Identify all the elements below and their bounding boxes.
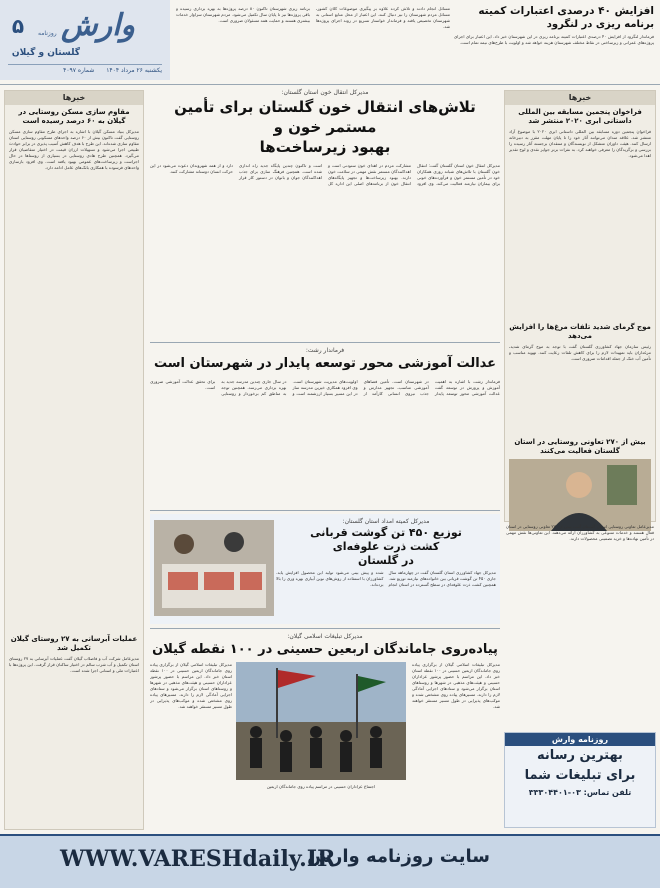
meat-distribution-illustration [154,520,274,616]
third-article-title-line3: در گلستان [358,554,414,567]
news-item-title: عملیات آبرسانی به ۲۷ روستای گیلان تکمیل شد [10,635,138,652]
logo [38,4,158,48]
arbaeen-photo [236,662,406,780]
top-middle-text: مسائل انجام دادند و تلاش کرده علاوه بر پیگیری موضوعات کلان کشور، مسائل مردم شهرستان را نیز دنبال کنند. این اعتبار از محل منابع استانی به شهرستان تخصیص یافته و فرماندار خواستار تسریع در روند اجرای پروژه‌ها شد. [316,6,450,29]
fourth-article [150,632,500,830]
second-article [150,346,500,506]
news-item-title: مقاوم سازی مسکن روستایی در گیلان به ۶۰ درصد رسیده است [18,108,130,125]
fourth-article-kicker: مدیرکل تبلیغات اسلامی گیلان: [287,633,363,640]
news-item-body: فراخوان پنجمین دوره مسابقه بین المللی داستانی ابری ۲۰۲۰ با موضوع آزاد منتشر شد. علاقه مندان می‌توانند آثار خود را تا پایان مهلت مقرر به دبیرخانه ارسال کنند. هیئت داوران متشکل از نویسندگان و منتقدان برجسته آثار رسیده را بررسی و برگزیدگان را معرفی خواهند کرد. به نفرات برتر جوایز نقدی و لوح تقدیر اهدا می‌شود. [509,129,651,158]
second-article-title: عدالت آموزشی محور توسعه پایدار در شهرستان است [153,356,497,371]
top-divider [0,84,660,85]
ad-phone: تلفن تماس: ۰۳-۳۳۳۰۴۴۰۱ [528,788,632,797]
main-article-kicker: مدیرکل انتقال خون استان گلستان: [281,89,369,96]
third-article-title-line2: کشت ذرت علوفه‌ای [332,540,440,553]
logo-subtitle: روزنامه [38,30,57,37]
divider [150,510,500,511]
news-item-title: موج گرمای شدید تلفات مرغ‌ها را افزایش می‌دهد [509,323,651,340]
news-item-title: فراخوان پنجمین مسابقه بین المللی داستانی ابری ۲۰۲۰ منتشر شد [518,108,642,125]
second-article-body: فرماندار رشت با اشاره به اهمیت آموزش و پرورش در توسعه گفت عدالت آموزشی محور توسعه پایدار در شهرستان است. تأمین فضاهای آموزشی مناسب، تجهیز مدارس و جذب نیروی انسانی کارآمد از اولویت‌های مدیریت شهرستان است. وی افزود همکاری خیرین مدرسه ساز در این مسیر بسیار ارزشمند است و در سال جاری چندین مدرسه جدید به بهره برداری می‌رسد. همچنین توجه به مناطق کم برخوردار و روستایی برای تحقق عدالت آموزشی ضروری است. [150,379,500,396]
page-number: ۵ [11,14,25,38]
third-article-kicker: مدیرکل کمیته امداد استان گلستان: [342,518,430,525]
third-article [150,514,500,624]
main-article-title-line2: بهبود زیرساخت‌ها [259,138,391,156]
news-item-title: بیش از ۲۷۰ تعاونی روستایی در استان گلستان فعالیت می‌کنند [514,438,646,455]
ad-header: روزنامه وارش [505,733,655,746]
footer-banner [0,834,660,888]
main-article-body: مدیرکل انتقال خون استان گلستان گفت: انتقال خون گلستان با تلاش‌های شبانه روزی همکاران خود در تأمین مستمر خون و فرآورده‌های خونی برای بیماران نیازمند فعالیت می‌کند. وی افزود مشارکت مردم در اهدای خون ستودنی است و اهداکنندگان مستمر نقش مهمی در سلامت خون دارند. بهبود زیرساخت‌ها و تجهیز پایگاه‌های انتقال خون از برنامه‌های اصلی این اداره کل است و تاکنون چندین پایگاه جدید راه اندازی شده است. همچنین فرهنگ سازی برای جذب اهداکنندگان جوان و بانوان در دستور کار قرار دارد و از همه شهروندان دعوت می‌شود در این حرکت انسان دوستانه مشارکت کنند. [150,163,500,186]
date: یکشنبه ۲۶ مرداد ۱۴۰۴ [106,67,162,74]
masthead [0,0,170,80]
top-story-subtitle: برنامه ریزی در لنگرود [546,19,654,30]
fourth-article-body-left: مدیرکل تبلیغات اسلامی گیلان از برگزاری پیاده روی جاماندگان اربعین حسینی در ۱۰۰ نقطه استان خبر داد. این مراسم با حضور پرشور عزاداران حسینی و هیئت‌های مذهبی در شهرها و روستاهای استان برگزار می‌شود و ستادهای اجرایی آمادگی لازم را دارند. مسیرهای پیاده روی مشخص شده و موکب‌های پذیرایی در طول مسیر مستقر خواهند شد. [150,662,232,709]
logo-text: وارش [61,8,135,43]
top-story [454,4,654,84]
ad-line-2: برای تبلیغات شما [524,768,636,783]
fourth-article-body-right: مدیرکل تبلیغات اسلامی گیلان از برگزاری پیاده روی جاماندگان اربعین حسینی در ۱۰۰ نقطه استان خبر داد. این مراسم با حضور پرشور عزاداران حسینی و هیئت‌های مذهبی در شهرها و روستاهای استان برگزار می‌شود و ستادهای اجرایی آمادگی لازم را دارند. مسیرهای پیاده روی مشخص شده و موکب‌های پذیرایی در طول مسیر مستقر خواهند شد. [412,662,500,709]
news-item-body: رئیس سازمان جهاد کشاورزی گلستان گفت با توجه به موج گرمای شدید، مرغداران باید تمهیدات لازم را برای کاهش تلفات رعایت کنند. تهویه مناسب و تأمین آب خنک از جمله اقدامات ضروری است. [509,344,651,361]
ad-line-1: بهترین رسانه [537,748,623,763]
portrait-photo [509,459,651,531]
news-item-body: مدیرکل بنیاد مسکن گیلان با اشاره به اجرای طرح مقاوم سازی مسکن روستایی گفت تاکنون بیش از ۶۰ درصد واحدهای مسکونی روستایی استان مقاوم سازی شده‌اند. این طرح با هدف کاهش آسیب پذیری در برابر حوادث طبیعی اجرا می‌شود و تسهیلات ارزان قیمت در اختیار متقاضیان قرار می‌گیرد. همچنین طرح هادی روستایی در بسیاری از روستاها در حال اجراست و زیرساخت‌های عمومی بهبود یافته است. وی افزود بازسازی واحدهای فرسوده با همکاری بانک‌های عامل ادامه دارد. [9,129,139,170]
date-bar [8,64,162,76]
divider [150,342,500,343]
footer-url[interactable]: WWW.VARESHdaily.IR [60,846,336,872]
photo-caption: اجتماع عزاداران حسینی در مراسم پیاده روی جاماندگان اربعین [266,784,376,789]
news-box-right-rail [504,90,656,522]
crowd-procession-illustration [236,662,406,780]
fourth-article-title: پیاده‌روی جاماندگان اربعین حسینی در ۱۰۰ نقطه گیلان [152,642,498,657]
top-story-title: افزایش ۴۰ درصدی اعتبارات کمیته [478,5,654,17]
section-label: گلستان و گیلان [11,48,80,58]
news-box-header: خبرها [5,91,143,105]
news-box-header: خبرها [505,91,655,105]
top-story-body: فرماندار لنگرود از افزایش ۴۰ درصدی اعتبارات کمیته برنامه ریزی در این شهرستان خبر داد. این اعتبار برای اجرای پروژه‌های عمرانی و زیرساختی در نقاط مختلف شهرستان هزینه خواهد شد و اولویت با طرح‌های نیمه تمام است. [454,34,654,45]
news-item-body: مدیرعامل تعاونی روستایی استان گلستان گفت بیش از ۲۷۰ تعاونی روستایی در استان فعال هستند و خدمات متنوعی به کشاورزان ارائه می‌دهند. این تعاونی‌ها نقش مهمی در تأمین نهاده‌ها و خرید تضمینی محصولات دارند. [506,524,654,541]
third-article-title: توزیع ۴۵۰ تن گوشت قربانی [310,526,462,539]
top-left-text: برنامه ریزی شهرستان تاکنون ۸۰ درصد پروژه‌ها به بهره برداری رسیده و باقی پروژه‌ها نیز تا پایان سال تکمیل می‌شود. مردم شهرستان سزاوار خدمات بیشتری هستند و حمایت همه مسئولان ضروری است. [176,6,310,23]
main-article [150,88,500,338]
issue-number: شماره ۴۰۹۷ [63,67,95,74]
footer-site-label: سایت روزنامه وارش [307,846,490,867]
second-article-kicker: فرماندار رشت: [305,347,345,354]
portrait-illustration [509,459,651,531]
third-article-photo [154,520,274,616]
main-article-title: تلاش‌های انتقال خون گلستان برای تأمین مستمر خون و [174,98,476,136]
ad-box [504,732,656,828]
third-article-text [276,518,496,618]
news-item-body: مدیرعامل شرکت آب و فاضلاب گیلان گفت عملیات آبرسانی به ۲۷ روستای استان تکمیل و آب شرب سالم در اختیار ساکنان قرار گرفت. این پروژه‌ها با اعتبارات ملی و استانی اجرا شده است. [9,656,139,673]
news-box-left-rail [4,90,144,830]
divider [150,628,500,629]
third-article-body: مدیرکل جهاد کشاورزی استان گلستان گفت در چهارماهه سال جاری ۴۵۰ تن گوشت قربانی بین خانواده‌های نیازمند توزیع شد. همچنین کشت ذرت علوفه‌ای در سطح گسترده در استان انجام شده و پیش بینی می‌شود تولید این محصول افزایش یابد. کشاورزان با استفاده از روش‌های نوین آبیاری بهره وری را بالا برده‌اند. [276,570,496,587]
